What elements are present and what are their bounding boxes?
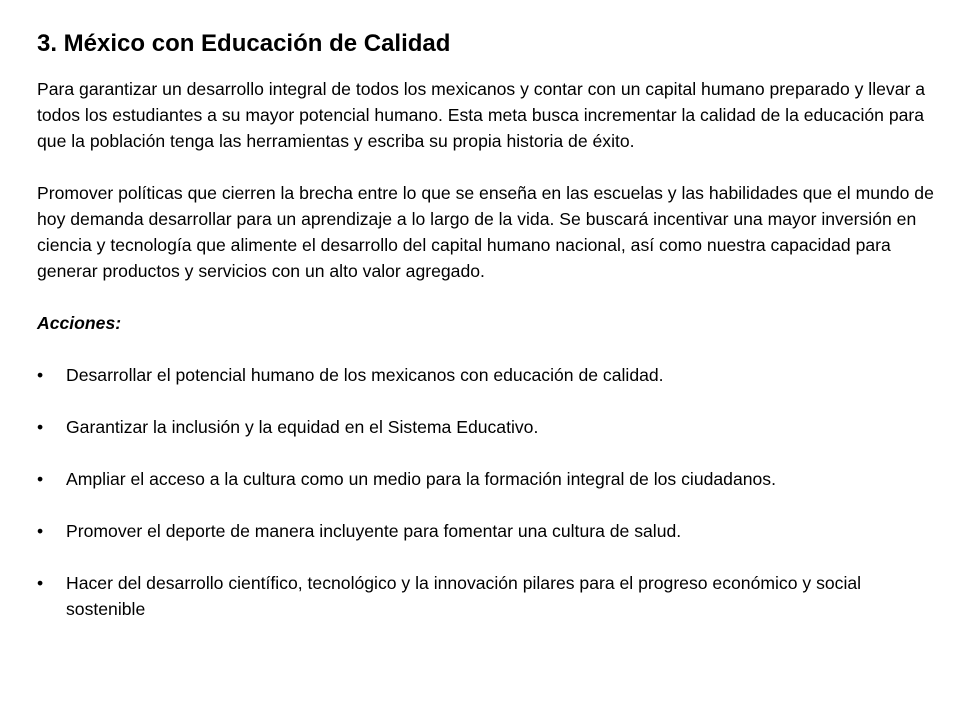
bullet-icon: • bbox=[37, 469, 44, 489]
list-item-text: Hacer del desarrollo científico, tecnológico y la innovación pilares para el progreso económico y social sostenible bbox=[66, 573, 862, 619]
policy-paragraph: Promover políticas que cierren la brecha entre lo que se enseña en las escuelas y las habilidades que el mundo de hoy demanda desarrollar para un aprendizaje a lo largo de la vida. Se buscará incentivar una mayor inversión en ciencia y tecnología que alimente el desarrollo del capital humano nacional, así como nuestra capacidad para generar productos y servicios con un alto valor agregado. bbox=[37, 183, 934, 281]
list-item-text: Promover el deporte de manera incluyente para fomentar una cultura de salud. bbox=[66, 521, 682, 541]
bullet-icon: • bbox=[37, 417, 44, 437]
list-item bbox=[37, 570, 937, 622]
bullet-icon: • bbox=[37, 573, 44, 593]
list-item bbox=[37, 518, 937, 544]
list-item bbox=[37, 362, 937, 388]
list-item bbox=[37, 414, 937, 440]
intro-paragraph: Para garantizar un desarrollo integral de todos los mexicanos y contar con un capital humano preparado y llevar a todos los estudiantes a su mayor potencial humano. Esta meta busca incrementar la calidad de la educación para que la población tenga las herramientas y escriba su propia historia de éxito. bbox=[37, 79, 926, 151]
bullet-icon: • bbox=[37, 521, 44, 541]
slide-content bbox=[37, 28, 937, 648]
actions-list bbox=[37, 362, 937, 622]
page-title: 3. México con Educación de Calidad bbox=[37, 30, 451, 57]
list-item-text: Ampliar el acceso a la cultura como un medio para la formación integral de los ciudadanos. bbox=[66, 469, 776, 489]
list-item-text: Desarrollar el potencial humano de los mexicanos con educación de calidad. bbox=[66, 365, 664, 385]
list-item bbox=[37, 466, 937, 492]
bullet-icon: • bbox=[37, 365, 44, 385]
actions-heading: Acciones: bbox=[37, 313, 122, 333]
list-item-text: Garantizar la inclusión y la equidad en el Sistema Educativo. bbox=[66, 417, 539, 437]
